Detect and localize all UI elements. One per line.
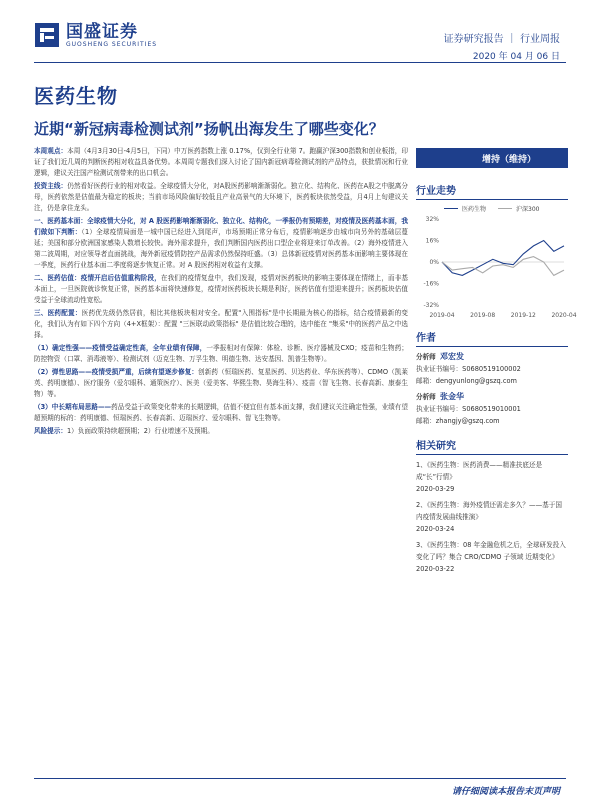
paragraph (34, 308, 408, 341)
related-item-text: 1、《医药生物：医药消费——精准扶底还是成“长”行情》 (416, 461, 543, 481)
paragraph-lead: 风险提示： (34, 427, 67, 435)
related-list (416, 459, 568, 575)
series-line-0 (442, 241, 564, 276)
x-tick-label: 2019-04 (429, 312, 455, 319)
footer-divider (34, 778, 566, 779)
paragraph-lead: 二、医药估值：疫情开启后估值重构阶段， (34, 274, 161, 282)
paragraph (34, 181, 408, 214)
body-text (34, 146, 408, 439)
y-tick-label: 0% (429, 259, 439, 266)
analyst-cert: 执业证书编号：S0680519010001 (416, 405, 521, 413)
analyst-role: 分析师 (416, 353, 436, 361)
paragraph-lead: 一、医药基本面：全球疫情大分化，对 A 股医药影响渐渐弱化、独立化、结构化，一季报仍有预期差，对疫情及医药基本面，我们做如下判断： (34, 217, 408, 236)
header-divider (34, 62, 566, 63)
paragraph-text: （1）全球疫情局面是一城中国已经进入到尾声，市场预期正常分布后，疫情影响逐步由城市向另外的基础层蔓延；美国和部分欧洲国家感染人数增长较快。海外需求提升，我们判断国内医药出口型企业将迎来订单改善。（2）海外疫情进入第二波周期，对应领导者直面挑战，海外新冠疫情防控产品需求仍然保持旺盛。（3）总体新冠疫情对医药基本面影响主要体现在一季度，医药行业基本面二季度将逐步恢复正常。对 A 股医药相对收益有支撑。 (34, 228, 408, 269)
paragraph (34, 402, 408, 424)
brand-name: 国盛证券 (66, 21, 138, 42)
paragraph-lead: （2）弹性思路——疫情受损严重，后续有望逐步修复： (34, 368, 199, 376)
chart-legend (444, 204, 568, 213)
brand-logo (34, 22, 157, 48)
paragraph-lead: （1）确定性强——疫情受益确定性高，全年业绩有保障， (34, 344, 207, 352)
analyst-name: 张金华 (439, 392, 464, 401)
x-tick-label: 2019-08 (470, 312, 496, 319)
sidebar (416, 148, 577, 575)
paragraph-text: 仍然看好医药行业的相对收益。全球疫情大分化，对A股医药影响渐渐弱化。独立化、结构化、医药在A股之中脱离分母，医药依然是估值最为稳定的板块；当前市场风险偏好较低且产业高景气的大环境下，医药板块依然受益，月4月上旬建议关注，仍是拿住龙头。 (34, 182, 409, 212)
legend-swatch-csi300 (498, 208, 512, 209)
authors-title: 作者 (416, 329, 568, 347)
x-tick-label: 2020-04 (551, 312, 577, 319)
report-date: 2020 年 04 月 06 日 (472, 52, 560, 62)
paragraph (34, 216, 408, 271)
analyst-email[interactable]: 邮箱：dengyunlong@gszq.com (416, 377, 517, 385)
paragraph-lead: （3）中长期布局思路—— (34, 403, 112, 411)
paragraph-text: 一季报相对有保障：体检、诊断、医疗器械及CXO；疫苗和生物药；防控物资（口罩、消毒液等）、检测试剂（迈克生物、万孚生物、明德生物、达安基因、凯普生物等）。 (34, 344, 408, 363)
related-item[interactable] (416, 459, 568, 495)
x-tick-label: 2019-12 (510, 312, 536, 319)
paragraph-text: 医药优先级仍然居前，相比其他板块相对安全。配置"入围指标"是中长期最为核心的指标，结合疫情最新的变化，我们认为有如下四个方向（4+X框架）：配置 "三医联动政策指标" 是估值比较合理的，选中能在 "集采"中的医药产品之中选择。 (34, 309, 408, 339)
analyst-role: 分析师 (416, 393, 436, 401)
sector-title: 医药生物 (34, 84, 118, 108)
paragraph-text: 1）负面政策持续超预期；2）行业增速不及预期。 (66, 427, 214, 435)
risk-warning (34, 426, 408, 437)
analyst-email[interactable]: 邮箱：zhangjy@gszq.com (416, 417, 500, 425)
footer-disclaimer: 请仔细阅读本报告末页声明 (451, 787, 560, 797)
page-title: 近期“新冠病毒检测试剂”扬帆出海发生了哪些变化？ (34, 120, 384, 138)
brand-mark-icon (34, 22, 60, 48)
paragraph (34, 367, 408, 400)
legend-label: 沪深300 (516, 206, 540, 213)
paragraph-text: 药品受益于政策变化带来的长期逻辑，估值不便宜但有基本面支撑，我们建议关注确定性强，业绩有望超预期的标的：药明康德、恒瑞医药、长春高新、迈瑞医疗、爱尔眼科、智飞生物等。 (34, 403, 409, 422)
paragraph-text: 在我们的疫情复盘中，我们发现，疫情对医药板块的影响主要体现在情绪上，而非基本面上，一旦医院就诊恢复正常，医药基本面将快速修复，疫情对医药板块长期是利好，医药估值有望迎来提升；医药板块估值受益于全球流动性宽松。 (34, 274, 408, 304)
paragraph (34, 273, 408, 306)
legend-label: 医药生物 (462, 206, 487, 213)
y-tick-label: -32% (423, 302, 439, 309)
series-line-1 (442, 257, 564, 276)
related-item-date: 2020-03-22 (416, 565, 455, 573)
trend-chart (416, 213, 577, 323)
paragraph-lead: 投资主线： (34, 182, 68, 190)
related-item-date: 2020-03-29 (416, 485, 455, 493)
related-item-text: 2、《医药生物：海外疫情还需走多久？——基于国内疫情发展曲线推演》 (416, 501, 562, 521)
y-tick-label: 32% (425, 216, 439, 223)
analyst-cert: 执业证书编号：S0680519100002 (416, 365, 521, 373)
related-item-date: 2020-03-24 (416, 525, 455, 533)
analyst-block (416, 351, 568, 427)
report-type: 证券研究报告 ｜ 行业周报 (443, 34, 560, 45)
related-item-text: 3、《医药生物：08 年金融危机之后，全球研发投入变化了吗？集合 CRO/CDMO 子领域 近期变化》 (416, 541, 566, 561)
paragraph (34, 146, 408, 179)
paragraph (34, 343, 408, 365)
y-tick-label: -16% (423, 280, 439, 288)
related-item[interactable] (416, 539, 568, 575)
analyst-name: 邓宏发 (439, 352, 464, 361)
legend-swatch-pharma (444, 208, 458, 209)
brand-name-en: GUOSHENG SECURITIES (66, 40, 158, 48)
trend-title: 行业走势 (416, 182, 568, 200)
y-tick-label: 16% (425, 237, 439, 245)
paragraph-lead: 本周观点： (34, 147, 68, 155)
paragraph-text: 创新药（恒瑞医药、复星医药、贝达药业、华东医药等）、CDMO（凯莱英、药明康德）、医疗服务（爱尔眼科、通策医疗）、医美（爱美客、华熙生物、昊海生科）、疫苗（智飞生物、长春高新、康泰生物）等。 (34, 368, 408, 398)
related-title: 相关研究 (416, 437, 568, 455)
related-item[interactable] (416, 499, 568, 535)
paragraph-lead: 三、医药配置： (34, 309, 82, 317)
rating-badge: 增持（维持） (416, 148, 568, 168)
paragraph-text: 本周（4月3月30日-4月5日，下同）中万医药指数上涨 0.17%，仅到全行业第 7。跑赢沪深300指数和创业板指，印证了我们近几周的判断医药相对收益具备优势。本周周专题我们深入讨论了国内新冠病毒检测试剂的产品特点，获批情况和行业逻辑，建议关注国产检测试剂带来的出口机会。 (34, 147, 409, 177)
